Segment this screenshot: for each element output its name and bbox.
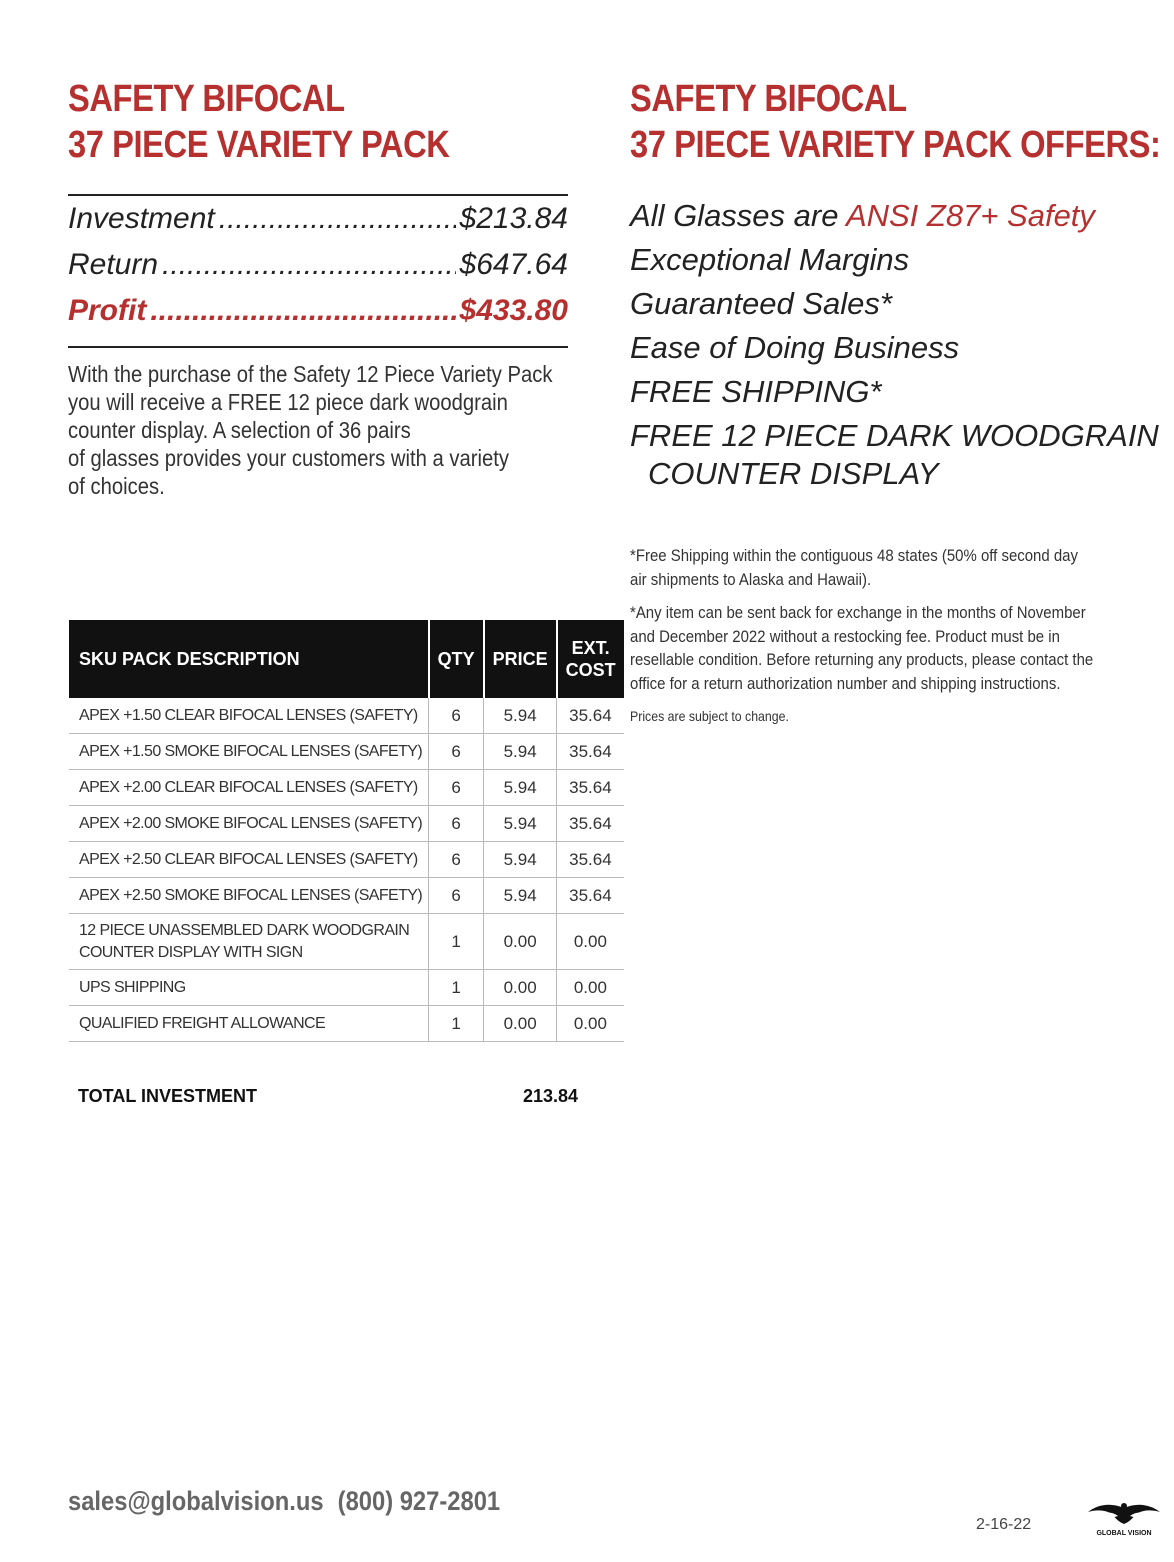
row-description: APEX +2.50 SMOKE BIFOCAL LENSES (SAFETY) (69, 878, 429, 914)
row-qty: 1 (429, 970, 484, 1006)
row-ext-cost: 35.64 (557, 878, 624, 914)
row-description: APEX +2.00 SMOKE BIFOCAL LENSES (SAFETY) (69, 806, 429, 842)
header-price: PRICE (484, 620, 557, 698)
offer-display: FREE 12 PIECE DARK WOODGRAIN (630, 418, 1159, 453)
row-qty: 6 (429, 842, 484, 878)
offers-title: SAFETY BIFOCAL 37 PIECE VARIETY PACK OFFERS: (630, 78, 1161, 166)
financial-summary (68, 196, 568, 334)
price-note: Prices are subject to change. (630, 708, 789, 724)
row-qty: 6 (429, 698, 484, 734)
header-qty: QTY (429, 620, 484, 698)
row-qty: 6 (429, 770, 484, 806)
row-price: 5.94 (484, 878, 557, 914)
shipping-note: *Free Shipping within the contiguous 48 states (50% off second day air shipments to Alaska and Hawaii). (630, 546, 1078, 589)
row-ext-cost: 35.64 (557, 770, 624, 806)
offer-ease: Ease of Doing Business (630, 330, 960, 365)
table-row (69, 914, 624, 970)
left-column (68, 76, 568, 500)
total-investment (78, 1086, 578, 1107)
divider-bottom (68, 346, 568, 348)
eagle-logo-icon (1084, 1494, 1164, 1538)
header-ext-cost: EXT. COST (557, 620, 624, 698)
row-price: 5.94 (484, 734, 557, 770)
row-description: 12 PIECE UNASSEMBLED DARK WOODGRAIN COUNTER DISPLAY WITH SIGN (69, 914, 429, 970)
table-row (69, 842, 624, 878)
table-row (69, 734, 624, 770)
row-ext-cost: 0.00 (557, 970, 624, 1006)
row-description: QUALIFIED FREIGHT ALLOWANCE (69, 1006, 429, 1042)
row-description: APEX +1.50 CLEAR BIFOCAL LENSES (SAFETY) (69, 698, 429, 734)
offers-list (630, 194, 1159, 496)
logo-text: GLOBAL VISION (1096, 1530, 1152, 1537)
row-ext-cost: 35.64 (557, 806, 624, 842)
table-row (69, 770, 624, 806)
row-qty: 6 (429, 734, 484, 770)
row-ext-cost: 0.00 (557, 914, 624, 970)
row-description: APEX +1.50 SMOKE BIFOCAL LENSES (SAFETY) (69, 734, 429, 770)
email-link[interactable]: sales@globalvision.us (68, 1486, 324, 1516)
row-price: 0.00 (484, 914, 557, 970)
row-description: APEX +2.50 CLEAR BIFOCAL LENSES (SAFETY) (69, 842, 429, 878)
row-qty: 6 (429, 806, 484, 842)
offer-ansi: All Glasses are ANSI Z87+ Safety (630, 198, 1095, 233)
row-qty: 1 (429, 914, 484, 970)
sku-table (69, 620, 624, 1042)
row-price: 5.94 (484, 770, 557, 806)
pack-title: SAFETY BIFOCAL 37 PIECE VARIETY PACK (68, 78, 450, 166)
row-ext-cost: 35.64 (557, 698, 624, 734)
row-qty: 1 (429, 1006, 484, 1042)
row-price: 5.94 (484, 698, 557, 734)
table-row (69, 970, 624, 1006)
row-description: APEX +2.00 CLEAR BIFOCAL LENSES (SAFETY) (69, 770, 429, 806)
profit-row: Profit ..... $433.80 (68, 288, 568, 334)
row-price: 0.00 (484, 970, 557, 1006)
contact-info (68, 1486, 500, 1517)
row-price: 5.94 (484, 806, 557, 842)
intro-paragraph: With the purchase of the Safety 12 Piece Variety Pack you will receive a FREE 12 piece dark woodgrain counter display. A selection of 36 pairs of glasses provides your customers with a variety of choices. (68, 361, 553, 499)
table-row (69, 878, 624, 914)
table-row (69, 698, 624, 734)
phone-number: (800) 927-2801 (337, 1486, 501, 1516)
row-price: 5.94 (484, 842, 557, 878)
table-row (69, 806, 624, 842)
header-description: SKU PACK DESCRIPTION (69, 620, 429, 698)
row-price: 0.00 (484, 1006, 557, 1042)
table-row (69, 1006, 624, 1042)
right-column (630, 76, 1161, 739)
return-row: Return ..... $647.64 (68, 242, 568, 288)
row-description: UPS SHIPPING (69, 970, 429, 1006)
row-qty: 6 (429, 878, 484, 914)
offer-free-shipping: FREE SHIPPING* (630, 374, 882, 409)
total-label: TOTAL INVESTMENT (78, 1086, 258, 1106)
row-ext-cost: 35.64 (557, 842, 624, 878)
offer-display-cont: COUNTER DISPLAY (648, 456, 939, 491)
revision-date: 2-16-22 (976, 1516, 1032, 1533)
exchange-note: *Any item can be sent back for exchange in the months of November and December 2022 without a restocking fee. Product must be in resellable condition. Before returning any products, please contact the office for a return authorization number and shipping instructions. (630, 603, 1094, 693)
total-value: 213.84 (522, 1086, 578, 1106)
row-ext-cost: 35.64 (557, 734, 624, 770)
investment-row: Investment ..... $213.84 (68, 196, 568, 242)
footnotes (630, 544, 1123, 729)
row-ext-cost: 0.00 (557, 1006, 624, 1042)
offer-margins: Exceptional Margins (630, 242, 910, 277)
table-header-row (69, 620, 624, 698)
offer-guaranteed-sales: Guaranteed Sales* (630, 286, 892, 321)
